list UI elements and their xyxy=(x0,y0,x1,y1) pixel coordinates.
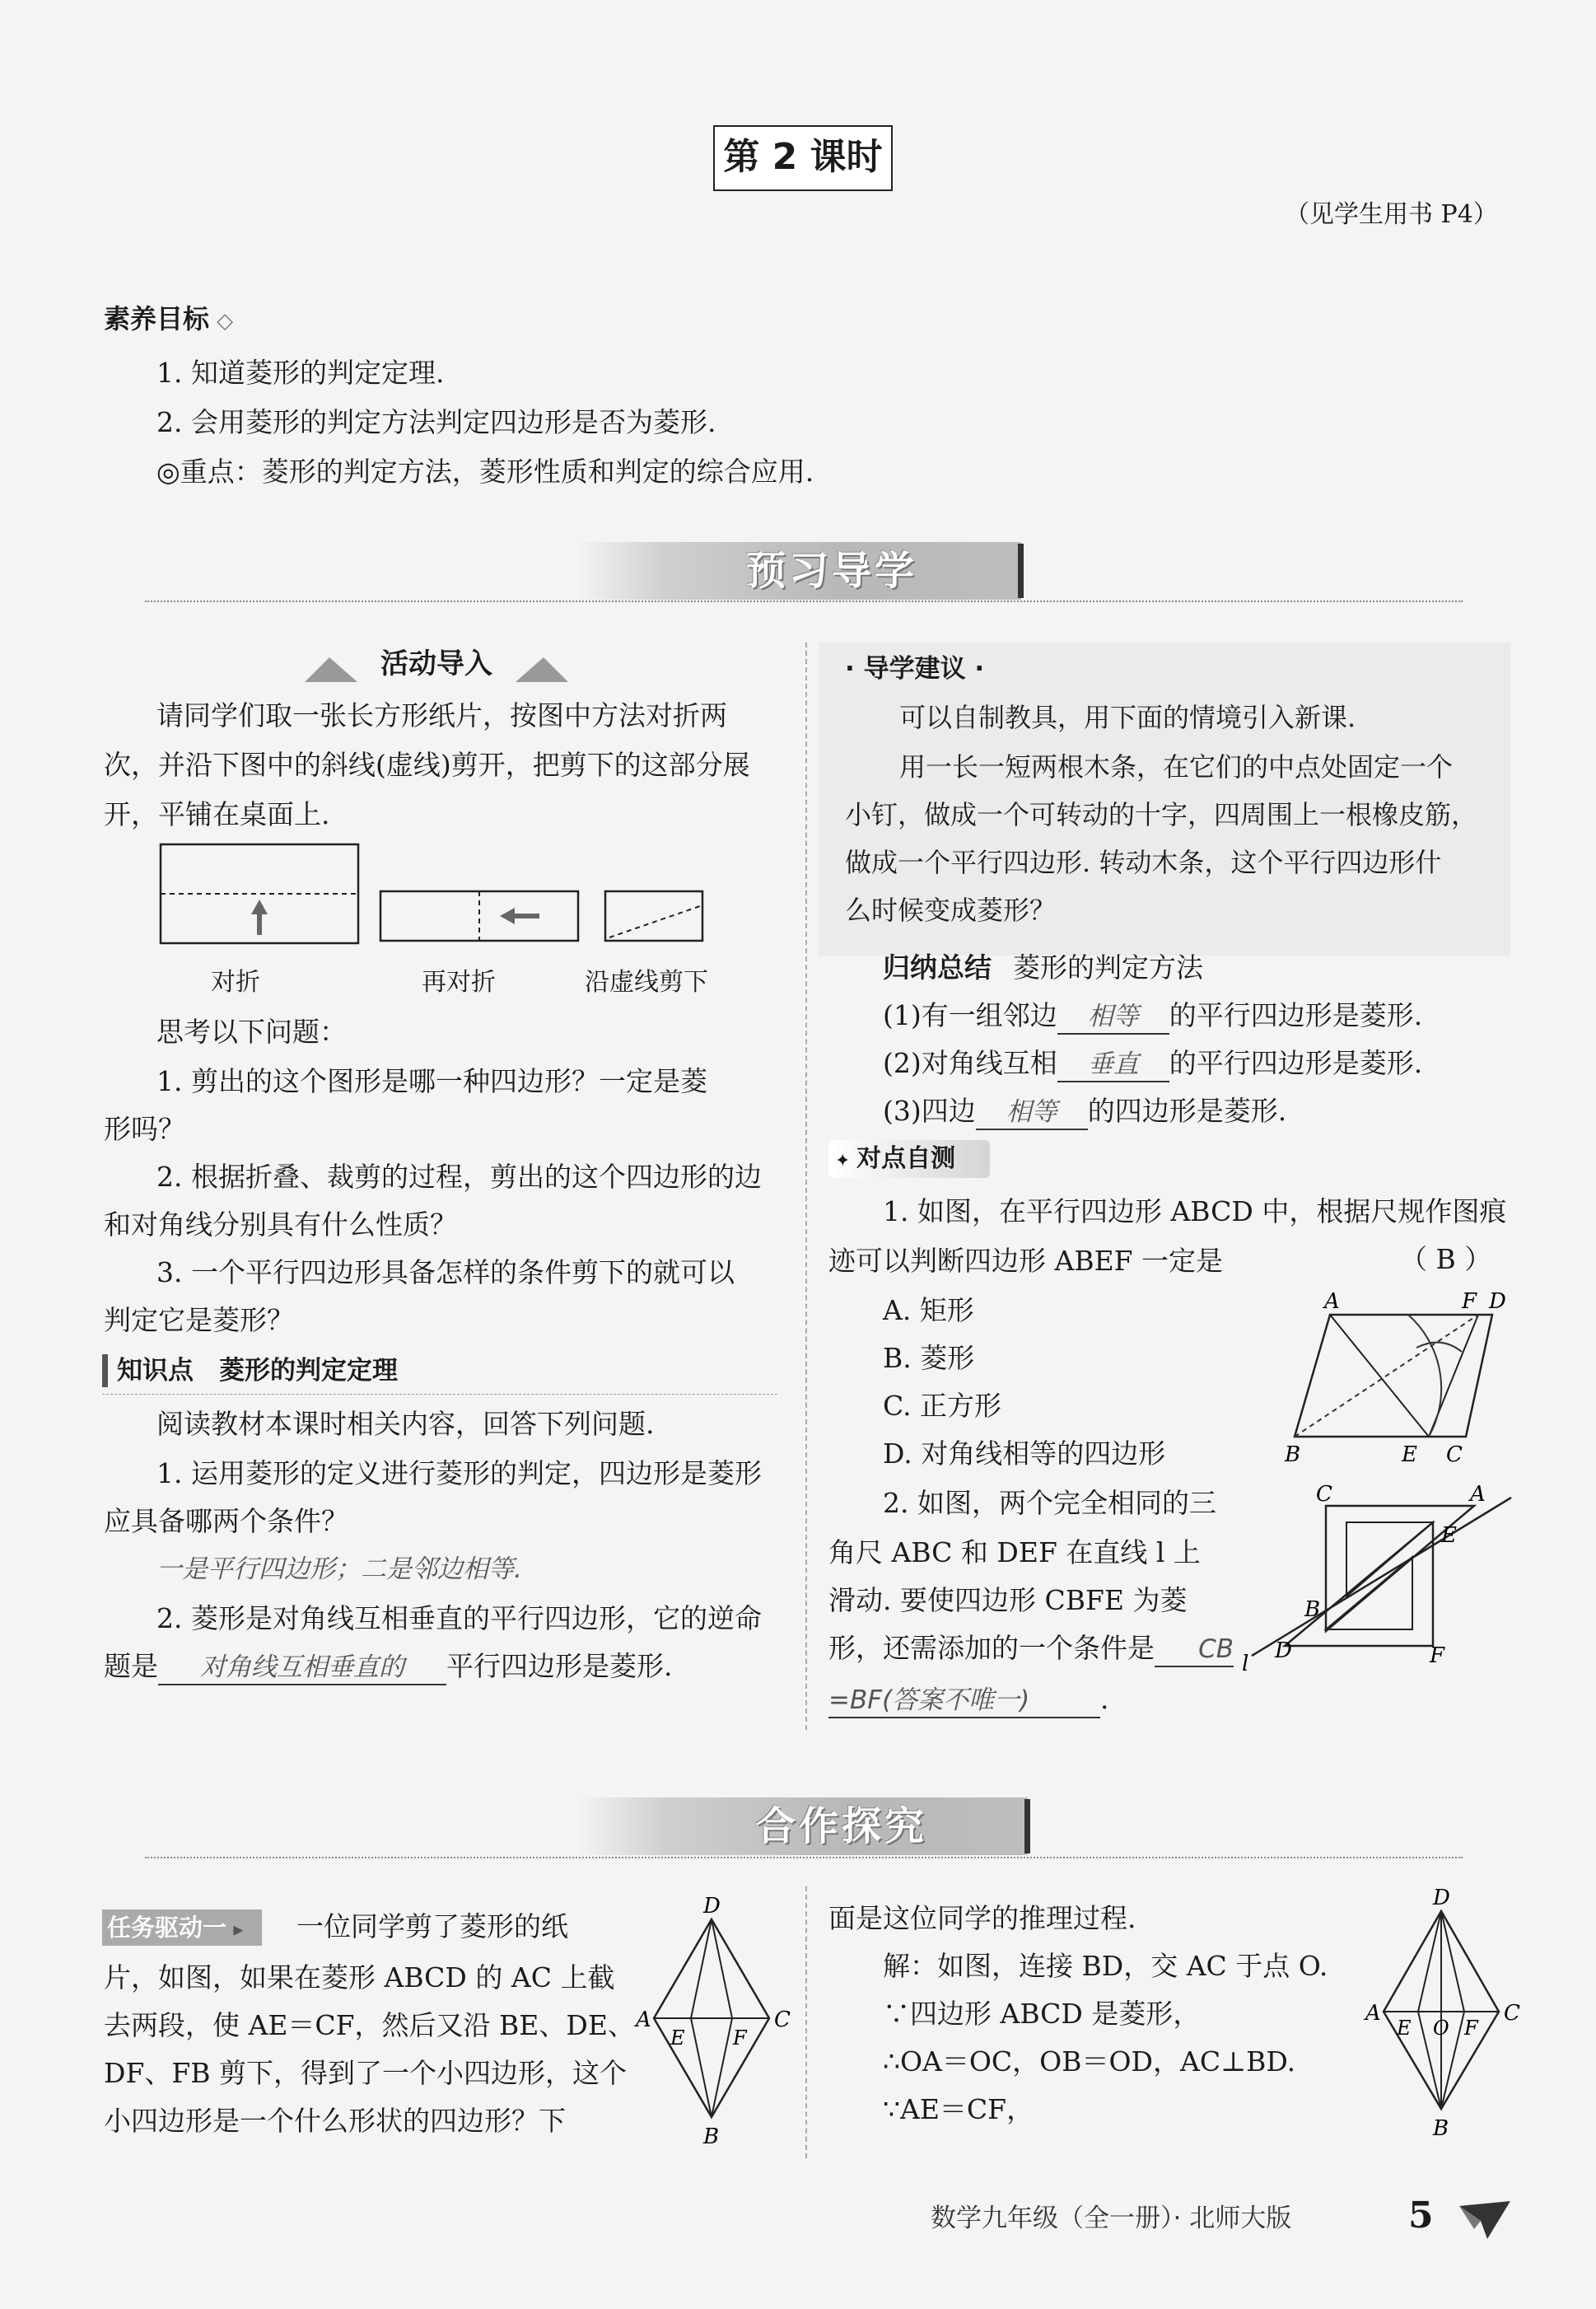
paper-plane-icon xyxy=(1456,2196,1514,2242)
rhombus-label: F xyxy=(733,2026,747,2050)
knowledge-q2-answer: 对角线互相垂直的 xyxy=(158,1651,446,1685)
activity-text: 开，平铺在桌面上. xyxy=(104,798,330,830)
fold-arrowhead-2 xyxy=(500,908,515,924)
guide-line: 可以自制教具，用下面的情境引入新课. xyxy=(899,702,1356,733)
summary-heading xyxy=(883,944,1203,992)
goal-item: 2. 会用菱形的判定方法判定四边形是否为菱形. xyxy=(156,406,716,438)
selftest-q1-answer: （ B ） xyxy=(1400,1243,1492,1275)
fig2-label: B xyxy=(1304,1597,1321,1622)
folding-figure xyxy=(148,840,725,972)
rhombus-label: B xyxy=(703,2124,720,2149)
diag-dash xyxy=(1295,1315,1478,1437)
fig1-label: B xyxy=(1285,1442,1301,1467)
summary-answer: 相等 xyxy=(976,1096,1088,1130)
selftest-q2: 角尺 ABC 和 DEF 在直线 l 上 xyxy=(828,1536,1201,1568)
proof-line: ∵AE＝CF， xyxy=(883,2093,1034,2125)
fig2-label: l xyxy=(1242,1652,1249,1676)
question-line: 1. 剪出的这个图形是哪一种四边形？一定是菱 xyxy=(156,1065,707,1097)
fig2-label: A xyxy=(1470,1483,1486,1507)
summary-item: (1)有一组邻边 相等 的平行四边形是菱形. xyxy=(883,992,1422,1040)
selftest-heading: ✦ 对点自测 xyxy=(835,1144,956,1173)
knowledge-q1-answer: 一是平行四边形；二是邻边相等. xyxy=(156,1554,522,1584)
fig2-label: C xyxy=(1316,1483,1332,1507)
rhombus-label: O xyxy=(1433,2017,1449,2040)
rhombus-figure-right xyxy=(1359,1886,1524,2142)
question-line: 和对角线分别具有什么性质？ xyxy=(104,1208,457,1241)
guide-line: 小钉，做成一个可转动的十字，四周围上一根橡皮筋， xyxy=(845,799,1478,830)
fig1-label: E xyxy=(1402,1442,1417,1467)
question-line: 形吗？ xyxy=(104,1113,185,1145)
parallelogram-figure xyxy=(1276,1290,1524,1471)
task-text: DF、FB 剪下，得到了一个小四边形，这个 xyxy=(104,2057,627,2089)
rhombus-label: B xyxy=(1433,2116,1449,2141)
summary-answer: 垂直 xyxy=(1057,1048,1169,1082)
q1-option: B. 菱形 xyxy=(883,1342,975,1374)
question-line: 判定它是菱形？ xyxy=(104,1304,294,1336)
fig-label: 对折 xyxy=(211,968,260,997)
task-text: 一位同学剪了菱形的纸 xyxy=(296,1910,568,1942)
guide-line: 么时候变成菱形？ xyxy=(845,895,1057,926)
triangle-DEF xyxy=(1285,1522,1433,1646)
proof-line: 面是这位同学的推理过程. xyxy=(828,1902,1136,1934)
activity-text: 次，并沿下图中的斜线(虚线)剪开，把剪下的这部分展 xyxy=(104,749,750,781)
goal-focus: ◎重点：菱形的判定方法，菱形性质和判定的综合应用. xyxy=(156,456,814,488)
rhombus-label: D xyxy=(703,1895,721,1919)
q1-option: C. 正方形 xyxy=(883,1390,1002,1422)
rhombus-label: A xyxy=(1365,2001,1381,2026)
fig1-label: C xyxy=(1446,1442,1463,1467)
sparkle-icon: ✦ xyxy=(835,1151,857,1171)
rhombus-label: A xyxy=(636,2008,651,2032)
fig1-label: D xyxy=(1489,1290,1506,1314)
knowledge-q1: 1. 运用菱形的定义进行菱形的判定，四边形是菱形 xyxy=(156,1457,762,1489)
triangle-ruler-figure xyxy=(1235,1483,1515,1680)
proof-line: 解：如图，连接 BD，交 AC 于点 O. xyxy=(883,1950,1328,1982)
guide-line: 用一长一短两根木条，在它们的中点处固定一个 xyxy=(899,751,1454,783)
fig2-label: E xyxy=(1441,1523,1457,1548)
activity-text: 请同学们取一张长方形纸片，按图中方法对折两 xyxy=(156,699,727,731)
rhombus-label: E xyxy=(670,2026,685,2050)
proof-line: ∴OA＝OC，OB＝OD，AC⊥BD. xyxy=(883,2045,1296,2078)
column-divider xyxy=(805,643,807,1730)
summary-label: 归纳总结 xyxy=(883,951,992,984)
fig-label: 再对折 xyxy=(422,968,496,997)
line-l xyxy=(1252,1498,1511,1656)
fig-label: 沿虚线剪下 xyxy=(585,968,708,997)
activity-header xyxy=(305,643,568,685)
banner-dotline xyxy=(145,1857,1463,1858)
knowledge-bar xyxy=(102,1354,108,1387)
summary-title: 菱形的判定方法 xyxy=(1013,951,1203,984)
line-AE xyxy=(1330,1315,1429,1437)
banner-bar xyxy=(1018,544,1024,598)
knowledge-q1: 应具备哪两个条件？ xyxy=(104,1505,348,1537)
q1-option: A. 矩形 xyxy=(883,1294,974,1326)
lesson-title: 第 2 课时 xyxy=(723,136,883,178)
triangle-DEF-inner xyxy=(1326,1557,1412,1629)
selftest-q2-answer-cont: =BF(答案不唯一) xyxy=(828,1684,1100,1718)
banner-preview: 预习导学 xyxy=(746,548,918,594)
knowledge-q2: 2. 菱形是对角线互相垂直的平行四边形，它的逆命 xyxy=(156,1602,762,1634)
fold-arrowhead-1 xyxy=(251,900,268,914)
selftest-q1: 1. 如图，在平行四边形 ABCD 中，根据尺规作图痕 xyxy=(883,1195,1507,1227)
page-number: 5 xyxy=(1408,2194,1434,2237)
column-divider-2 xyxy=(805,1886,807,2158)
goals-heading: 素养目标 ◇ xyxy=(104,303,234,334)
question-line: 3. 一个平行四边形具备怎样的条件剪下的就可以 xyxy=(156,1256,735,1288)
fold-rect-2 xyxy=(380,891,578,941)
summary-item: (3)四边 相等 的四边形是菱形. xyxy=(883,1087,1286,1135)
selftest-q2: 滑动. 要使四边形 CBFE 为菱 xyxy=(828,1584,1188,1616)
selftest-q2: 2. 如图，两个完全相同的三 xyxy=(883,1487,1216,1519)
q1-option: D. 对角线相等的四边形 xyxy=(883,1437,1166,1470)
proof-line: ∵四边形 ABCD 是菱形， xyxy=(883,1998,1201,2030)
knowledge-underline xyxy=(102,1394,777,1395)
task-text: 小四边形是一个什么形状的四边形？下 xyxy=(104,2105,566,2137)
activity-heading: 活动导入 xyxy=(380,647,492,680)
rhombus-label: E xyxy=(1397,2017,1412,2040)
rhombus-label: C xyxy=(1504,2001,1520,2026)
summary-answer: 相等 xyxy=(1057,1000,1169,1035)
knowledge-heading: 知识点 菱形的判定定理 xyxy=(117,1356,398,1386)
fig2-label: F xyxy=(1430,1643,1445,1668)
knowledge-read: 阅读教材本课时相关内容，回答下列问题. xyxy=(156,1408,655,1440)
selftest-q1: 迹可以判断四边形 ABEF 一定是 xyxy=(828,1245,1224,1277)
cut-dash xyxy=(609,906,700,937)
selftest-q2-answer: CB xyxy=(1155,1633,1234,1667)
fig1-label: F xyxy=(1462,1290,1477,1314)
rhombus-label: F xyxy=(1464,2017,1478,2040)
fig2-label: D xyxy=(1275,1638,1292,1663)
selftest-q2-line4: 形，还需添加的一个条件是 CB xyxy=(828,1624,1234,1672)
guide-heading: · 导学建议 · xyxy=(845,654,985,684)
rhombus-label: C xyxy=(774,2008,791,2032)
task-text: 去两段，使 AE＝CF，然后又沿 BE、DE、 xyxy=(104,2009,635,2041)
parallelogram xyxy=(1295,1315,1492,1437)
banner-cooperate: 合作探究 xyxy=(756,1803,928,1849)
goal-item: 1. 知道菱形的判定定理. xyxy=(156,357,445,389)
selftest-q2-line5: =BF(答案不唯一) . xyxy=(828,1676,1109,1723)
task-text: 片，如图，如果在菱形 ABCD 的 AC 上截 xyxy=(104,1961,615,1993)
book-reference: （见学生用书 P4） xyxy=(1285,200,1498,229)
guide-line: 做成一个平行四边形. 转动木条，这个平行四边形什 xyxy=(845,847,1442,878)
knowledge-q2-line2: 题是 对角线互相垂直的 平行四边形是菱形. xyxy=(104,1643,673,1690)
rhombus-label: D xyxy=(1433,1886,1450,1910)
think-heading: 思考以下问题： xyxy=(156,1016,347,1048)
summary-item: (2)对角线互相 垂直 的平行四边形是菱形. xyxy=(883,1040,1422,1087)
diamond-icon: ◇ xyxy=(209,309,234,334)
task-badge: 任务驱动一 ▸ xyxy=(107,1914,244,1942)
banner-bar xyxy=(1024,1799,1030,1853)
fig1-label: A xyxy=(1324,1290,1340,1314)
footer-book: 数学九年级（全一册）· 北师大版 xyxy=(931,2204,1292,2233)
question-line: 2. 根据折叠、裁剪的过程，剪出的这个四边形的边 xyxy=(156,1161,762,1193)
rhombus-figure-left xyxy=(629,1895,794,2150)
triangle-right-icon: ▸ xyxy=(226,1918,244,1941)
